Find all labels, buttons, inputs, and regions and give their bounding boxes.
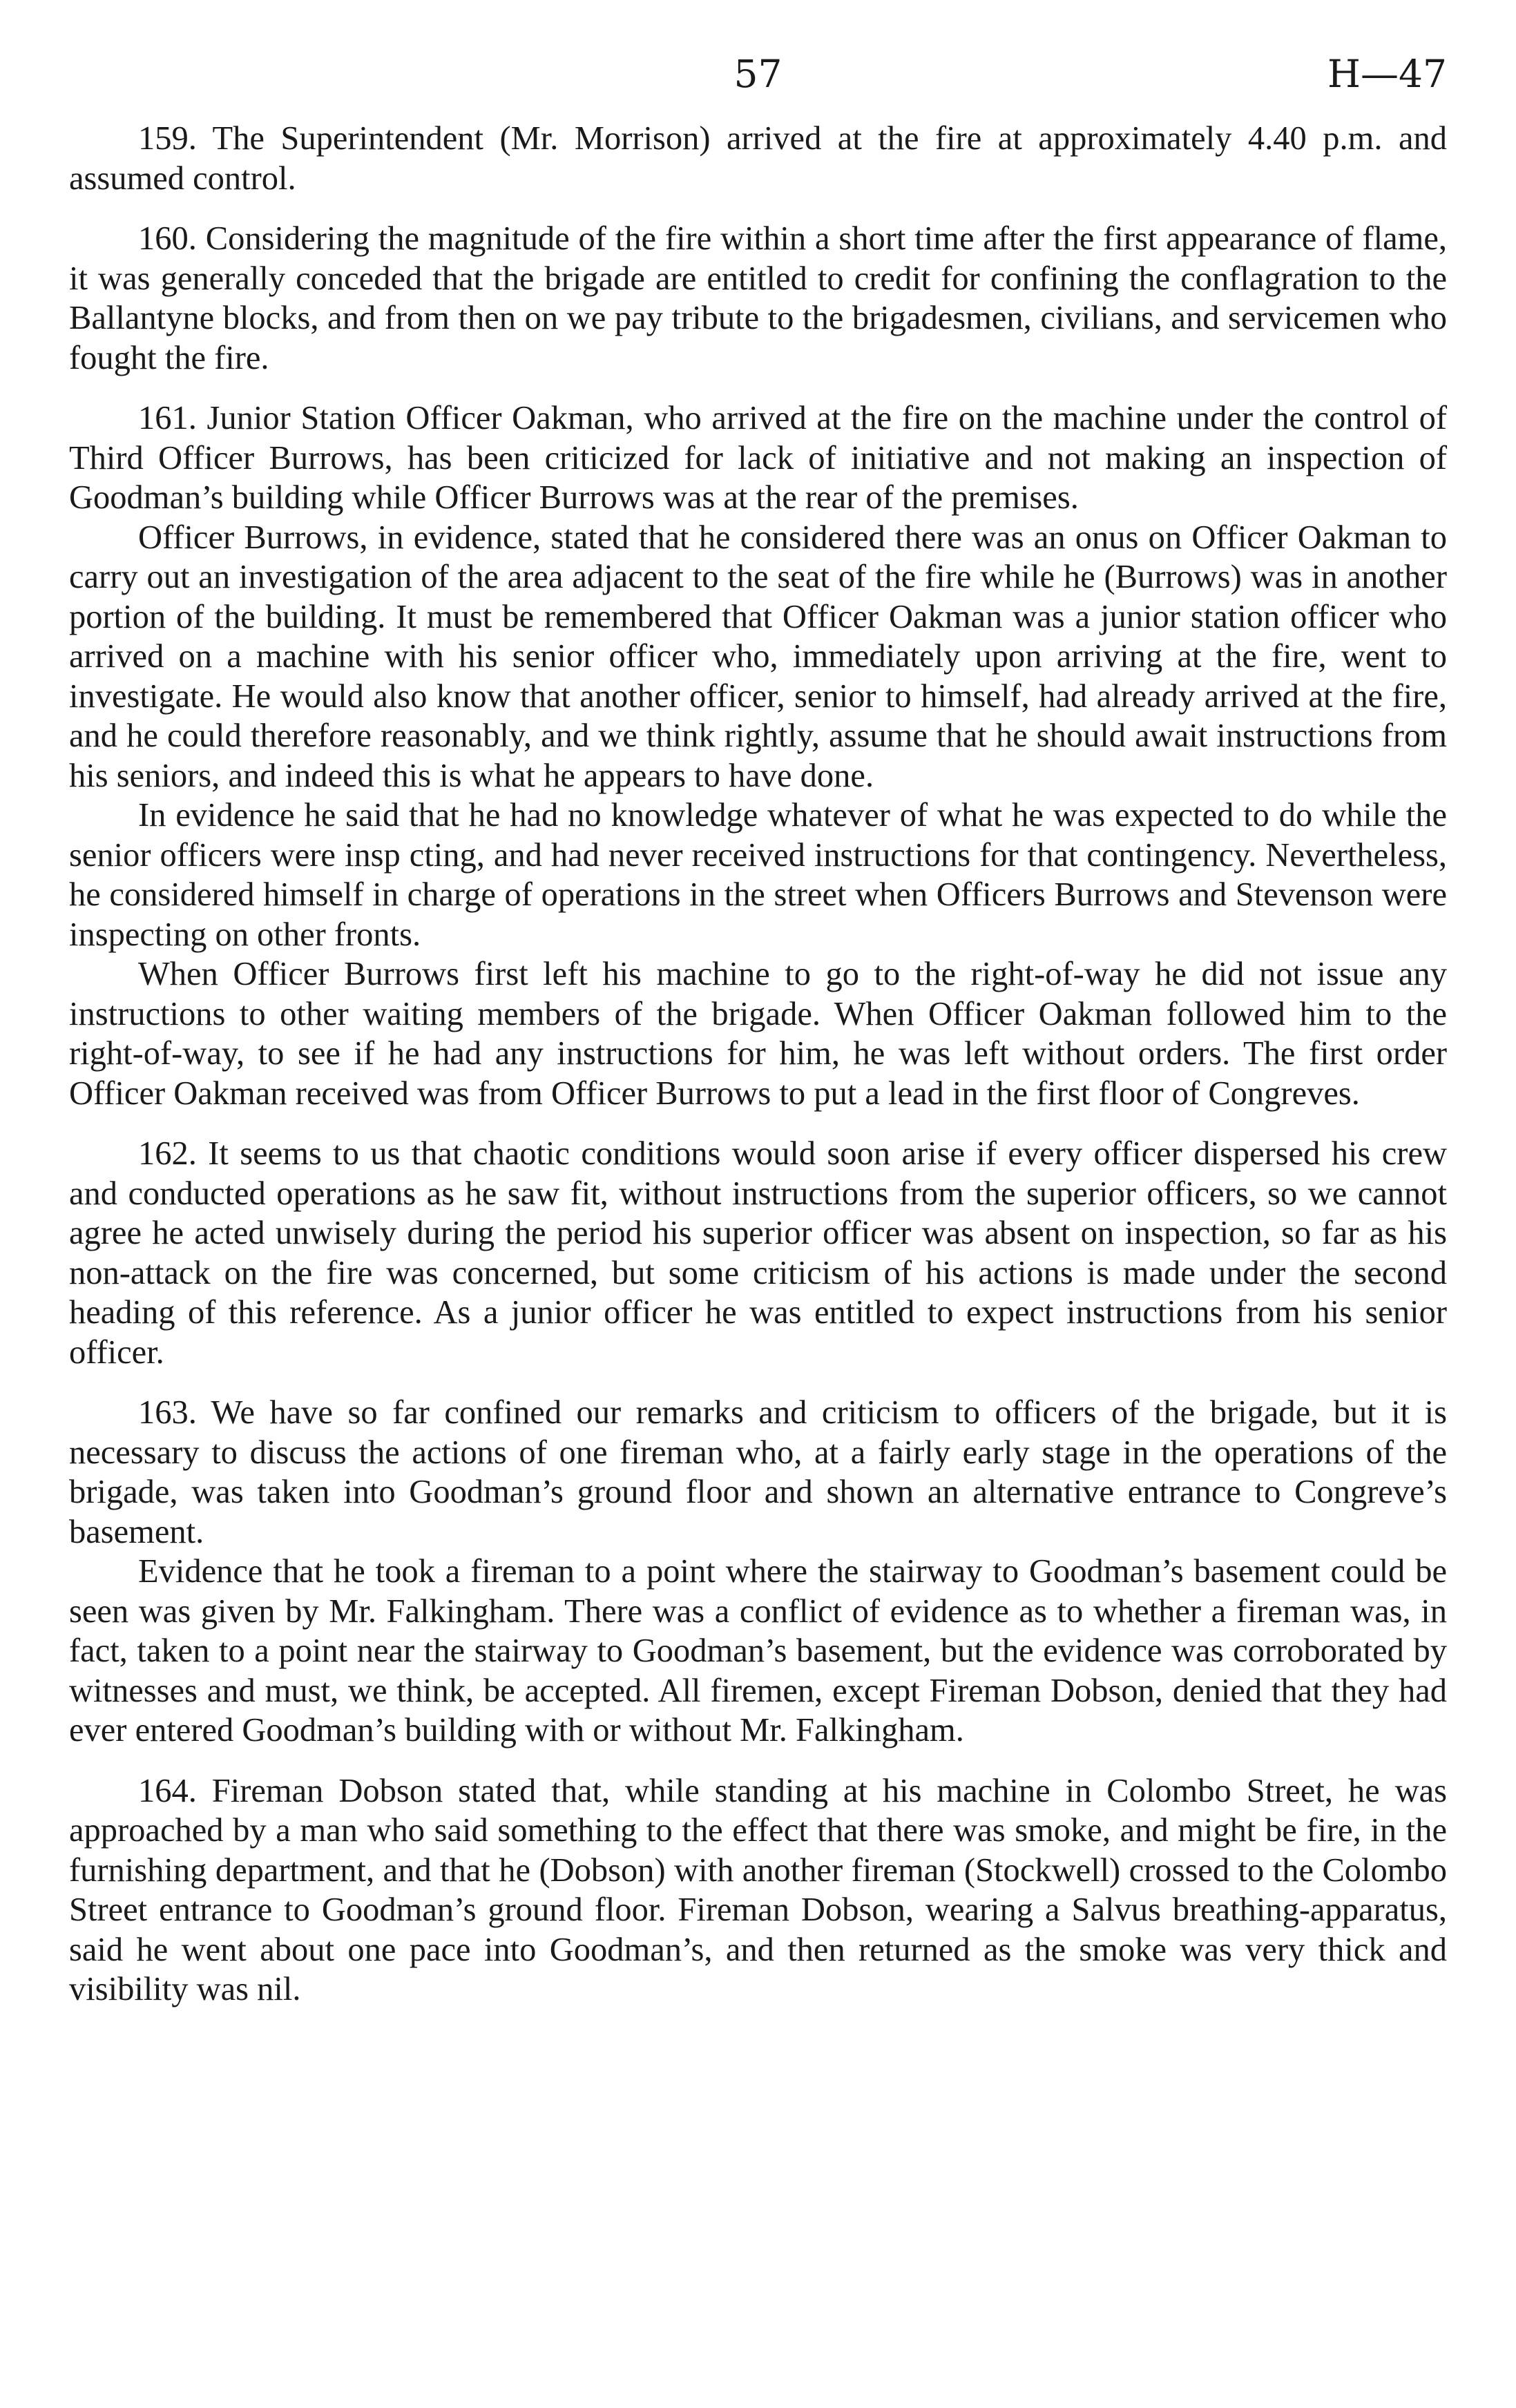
- paragraph-161-orders: When Officer Burrows first left his machine to go to the right-of-way he did not issue any instructions to other waiting members of the brigade. When Officer Oakman followed him to the right-of-way, to see if he had any instructions for him, he was left without orders. The first order Officer Oakman received was from Officer Burrows to put a lead in the first floor of Congreves.: [69, 956, 1447, 1112]
- paragraph-164: 164. Fireman Dobson stated that, while standing at his machine in Colombo Street, he was approached by a man who said something to the effect that there was smoke, and might be fire, in the furnishing department, and that he (Dobson) with another fireman (Stockwell) crossed to the Colombo Street entrance to Goodman’s ground floor. Fireman Dobson, wearing a Salvus breathing-apparatus, said he went about one pace into Goodman’s, and then returned as the smoke was very thick and visibility was nil.: [69, 1772, 1447, 2007]
- paragraph-159: 159. The Superintendent (Mr. Morrison) arrived at the fire at approximately 4.40 p.m. and assumed control.: [69, 120, 1447, 197]
- page-header: [69, 52, 1447, 119]
- paragraph-163: 163. We have so far confined our remarks and criticism to officers of the brigade, but it is necessary to discuss the actions of one fireman who, at a fairly early stage in the operations of the brigade, was taken into Goodman’s ground floor and shown an alternative entrance to Congreve’s basement.: [69, 1394, 1447, 1550]
- document-reference: H—47: [1327, 52, 1447, 96]
- document-page: [69, 52, 1447, 2010]
- paragraph-161: 161. Junior Station Officer Oakman, who arrived at the fire on the machine under the control of Third Officer Burrows, has been criticized for lack of initiative and not making an inspection of Goodman’s building while Officer Burrows was at the rear of the premises.: [69, 400, 1447, 516]
- paragraph-160: 160. Considering the magnitude of the fire within a short time after the first appearance of flame, it was generally conceded that the brigade are entitled to credit for confining the conflagration to the Ballantyne blocks, and from then on we pay tribute to the brigadesmen, civilians, and servicemen who fought the fire.: [69, 220, 1447, 376]
- body-text: [69, 119, 1447, 2010]
- paragraph-161-burrows-evidence: Officer Burrows, in evidence, stated that he considered there was an onus on Officer Oakman to carry out an investigation of the area adjacent to the seat of the fire while he (Burrows) was in another portion of the building. It must be remembered that Officer Oakman was a junior station officer who arrived on a machine with his senior officer who, immediately upon arriving at the fire, went to investigate. He would also know that another officer, senior to himself, had already arrived at the fire, and he could therefore reasonably, and we think rightly, assume that he should await instructions from his seniors, and indeed this is what he appears to have done.: [69, 519, 1447, 794]
- paragraph-161-oakman-evidence: In evidence he said that he had no knowledge whatever of what he was expected to do while the senior officers were insp cting, and had never received instructions for that contingency. Nevertheless, he considered himself in charge of operations in the street when Officers Burrows and Stevenson were inspecting on other fronts.: [69, 797, 1447, 953]
- paragraph-162: 162. It seems to us that chaotic conditions would soon arise if every officer dispersed his crew and conducted operations as he saw fit, without instructions from the superior officers, so we cannot agree he acted unwisely during the period his superior officer was absent on inspection, so far as his non-attack on the fire was concerned, but some criticism of his actions is made under the second heading of this reference. As a junior officer he was entitled to expect instructions from his senior officer.: [69, 1135, 1447, 1371]
- page-number: 57: [733, 52, 783, 96]
- paragraph-163-falkingham-evidence: Evidence that he took a fireman to a point where the stairway to Goodman’s basement could be seen was given by Mr. Falkingham. There was a conflict of evidence as to whether a fireman was, in fact, taken to a point near the stairway to Goodman’s basement, but the evidence was corroborated by witnesses and must, we think, be accepted. All firemen, except Fireman Dobson, denied that they had ever entered Goodman’s building with or without Mr. Falkingham.: [69, 1553, 1447, 1749]
